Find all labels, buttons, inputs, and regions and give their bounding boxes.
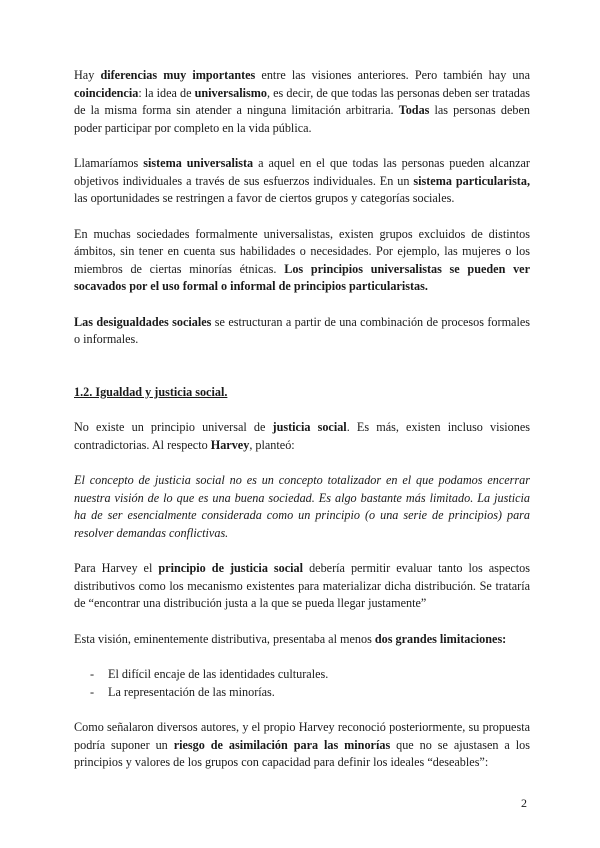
text: , planteó: xyxy=(249,437,295,452)
text: : la idea de xyxy=(138,85,195,100)
paragraph-assimilation-risk xyxy=(74,719,530,772)
text: Esta visión, eminentemente distributiva, presentaba al menos xyxy=(74,631,375,646)
emphasis: Harvey xyxy=(210,437,250,452)
text: las personas deben poder participar por completo en la vida pública. xyxy=(74,103,530,135)
text: Llamaríamos xyxy=(74,156,144,170)
text: las oportunidades se restringen a favor de ciertos grupos y categorías sociales. xyxy=(74,191,455,205)
emphasis: dos grandes limitaciones: xyxy=(374,631,507,646)
paragraph-social-justice xyxy=(74,419,530,454)
text: entre las visiones anteriores. Pero también hay una xyxy=(255,68,530,82)
limitations-list xyxy=(74,666,530,701)
text: En muchas sociedades formalmente universalistas, existen grupos excluidos de distintos ámbitos, sin tener en cuenta sus habilidades o necesidades. Por ejemplo, las mujeres o los miembros de ciertas minorías étnicas. xyxy=(74,226,530,276)
paragraph-harvey-principle xyxy=(74,560,530,613)
paragraph-universalist-system xyxy=(74,155,530,208)
document-page xyxy=(74,67,530,790)
emphasis: riesgo de asimilación para las minorías xyxy=(173,737,391,752)
text: No existe un principio universal de xyxy=(74,420,273,434)
emphasis: Las desigualdades sociales xyxy=(74,314,212,329)
emphasis: coincidencia xyxy=(74,85,139,100)
paragraph-social-inequalities xyxy=(74,314,530,349)
text: Para Harvey el xyxy=(74,561,159,575)
text: , es decir, de que todas las personas deben ser tratadas de la misma forma sin atender a ninguna limitación arbitraria. xyxy=(74,85,530,117)
emphasis: justicia social xyxy=(272,420,347,434)
paragraph-limitations xyxy=(74,631,530,649)
text: que no se ajustasen a los principios y valores de los grupos con capacidad para definir los ideales “deseables”: xyxy=(74,737,530,769)
emphasis: sistema particularista, xyxy=(413,173,531,188)
text: a aquel en el que todas las personas pueden alcanzar objetivos individuales a través de sus esfuerzos individuales. En un xyxy=(74,156,530,188)
text: Como señalaron diversos autores, y el propio Harvey reconoció posteriormente, su propuesta podría suponer un xyxy=(74,720,530,752)
emphasis: diferencias muy importantes xyxy=(100,68,256,82)
emphasis: principio de justicia social xyxy=(158,561,304,575)
list-item: - El difícil encaje de las identidades culturales. xyxy=(74,666,530,684)
emphasis: Todas xyxy=(398,103,430,117)
text: . Es más, existen incluso visiones contradictorias. Al respecto xyxy=(74,420,530,452)
list-item: - La representación de las minorías. xyxy=(74,684,530,702)
emphasis: universalismo xyxy=(194,85,268,100)
text: Hay xyxy=(74,68,101,82)
paragraph-differences xyxy=(74,67,530,137)
emphasis: Los principios universalistas se pueden ver socavados por el uso formal o informal de principios particularistas. xyxy=(74,261,530,293)
text: debería permitir evaluar tanto los aspectos distributivos como los mecanismo existentes para materializar dicha distribución. Se trataría de “encontrar una distribución justa a la que se pueda llegar justamente” xyxy=(74,561,530,610)
page-number: 2 xyxy=(521,796,527,810)
section-heading: 1.2. Igualdad y justicia social. xyxy=(74,384,228,399)
text: se estructuran a partir de una combinación de procesos formales o informales. xyxy=(74,314,531,346)
paragraph-excluded-groups xyxy=(74,226,530,296)
emphasis: sistema universalista xyxy=(143,156,254,170)
harvey-quote: El concepto de justicia social no es un concepto totalizador en el que podamos encerrar nuestra visión de lo que es una buena sociedad. Es algo bastante más limitado. La justicia ha de ser esencialmente considerada como un principio (o una serie de principios) para resolver demandas conflictivas. xyxy=(74,473,530,540)
